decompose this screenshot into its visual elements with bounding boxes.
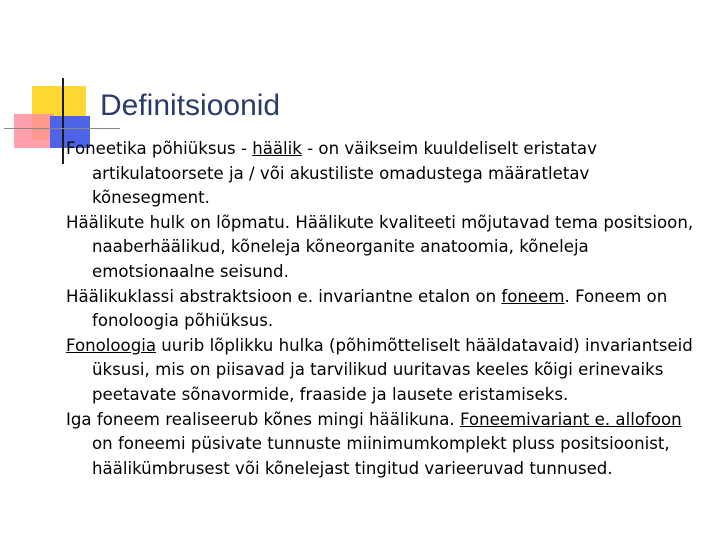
term-link: Foneemivariant e. allofoon bbox=[459, 409, 682, 429]
decor-horizontal-line bbox=[4, 128, 120, 129]
definition-paragraph bbox=[66, 285, 706, 334]
term-link: Fonoloogia bbox=[66, 335, 157, 355]
decor-pink-square bbox=[14, 114, 54, 148]
paragraph-text: Häälikute hulk on lõpmatu. Häälikute kvaliteeti mõjutavad tema positsioon, naaberhäälikud, kõneleja kõneorganite anatoomia, kõneleja emotsionaalne seisund. bbox=[66, 212, 694, 281]
term-link: häälik bbox=[252, 139, 302, 158]
paragraph-text: Iga foneem realiseerub kõnes mingi häälikuna. bbox=[66, 409, 460, 429]
paragraph-text: - on väikseim kuuldeliselt eristatav artikulatoorsete ja / või akustiliste omadustega määratletav kõnesegment. bbox=[92, 139, 597, 208]
paragraph-text: Foneetika põhiüksus - bbox=[66, 139, 253, 158]
paragraph-text: Häälikuklassi abstraktsioon e. invariantne etalon on bbox=[66, 286, 502, 306]
paragraph-text: . Foneem on fonoloogia põhiüksus. bbox=[92, 286, 668, 331]
slide-title: Definitsioonid bbox=[100, 89, 281, 122]
definition-paragraph bbox=[66, 408, 706, 482]
paragraph-text: uurib lõplikku hulka (põhimõtteliselt hääldatavaid) invariantseid üksusi, mis on piisavad ja tarvilikud uuritavas keeles kõigi erinevaiks peetavate sõnavormide, fraaside ja lausete eristamiseks. bbox=[92, 335, 693, 404]
definition-paragraph bbox=[66, 211, 706, 285]
slide-body bbox=[66, 137, 706, 481]
paragraph-text: on foneemi püsivate tunnuste miinimumkomplekt pluss positsioonist, häälikümbrusest või kõnelejast tingitud varieeruvad tunnused. bbox=[92, 434, 670, 478]
definition-paragraph bbox=[66, 334, 706, 408]
term-link: foneem bbox=[501, 286, 565, 306]
definition-paragraph bbox=[66, 137, 706, 211]
decor-vertical-line bbox=[62, 78, 64, 164]
